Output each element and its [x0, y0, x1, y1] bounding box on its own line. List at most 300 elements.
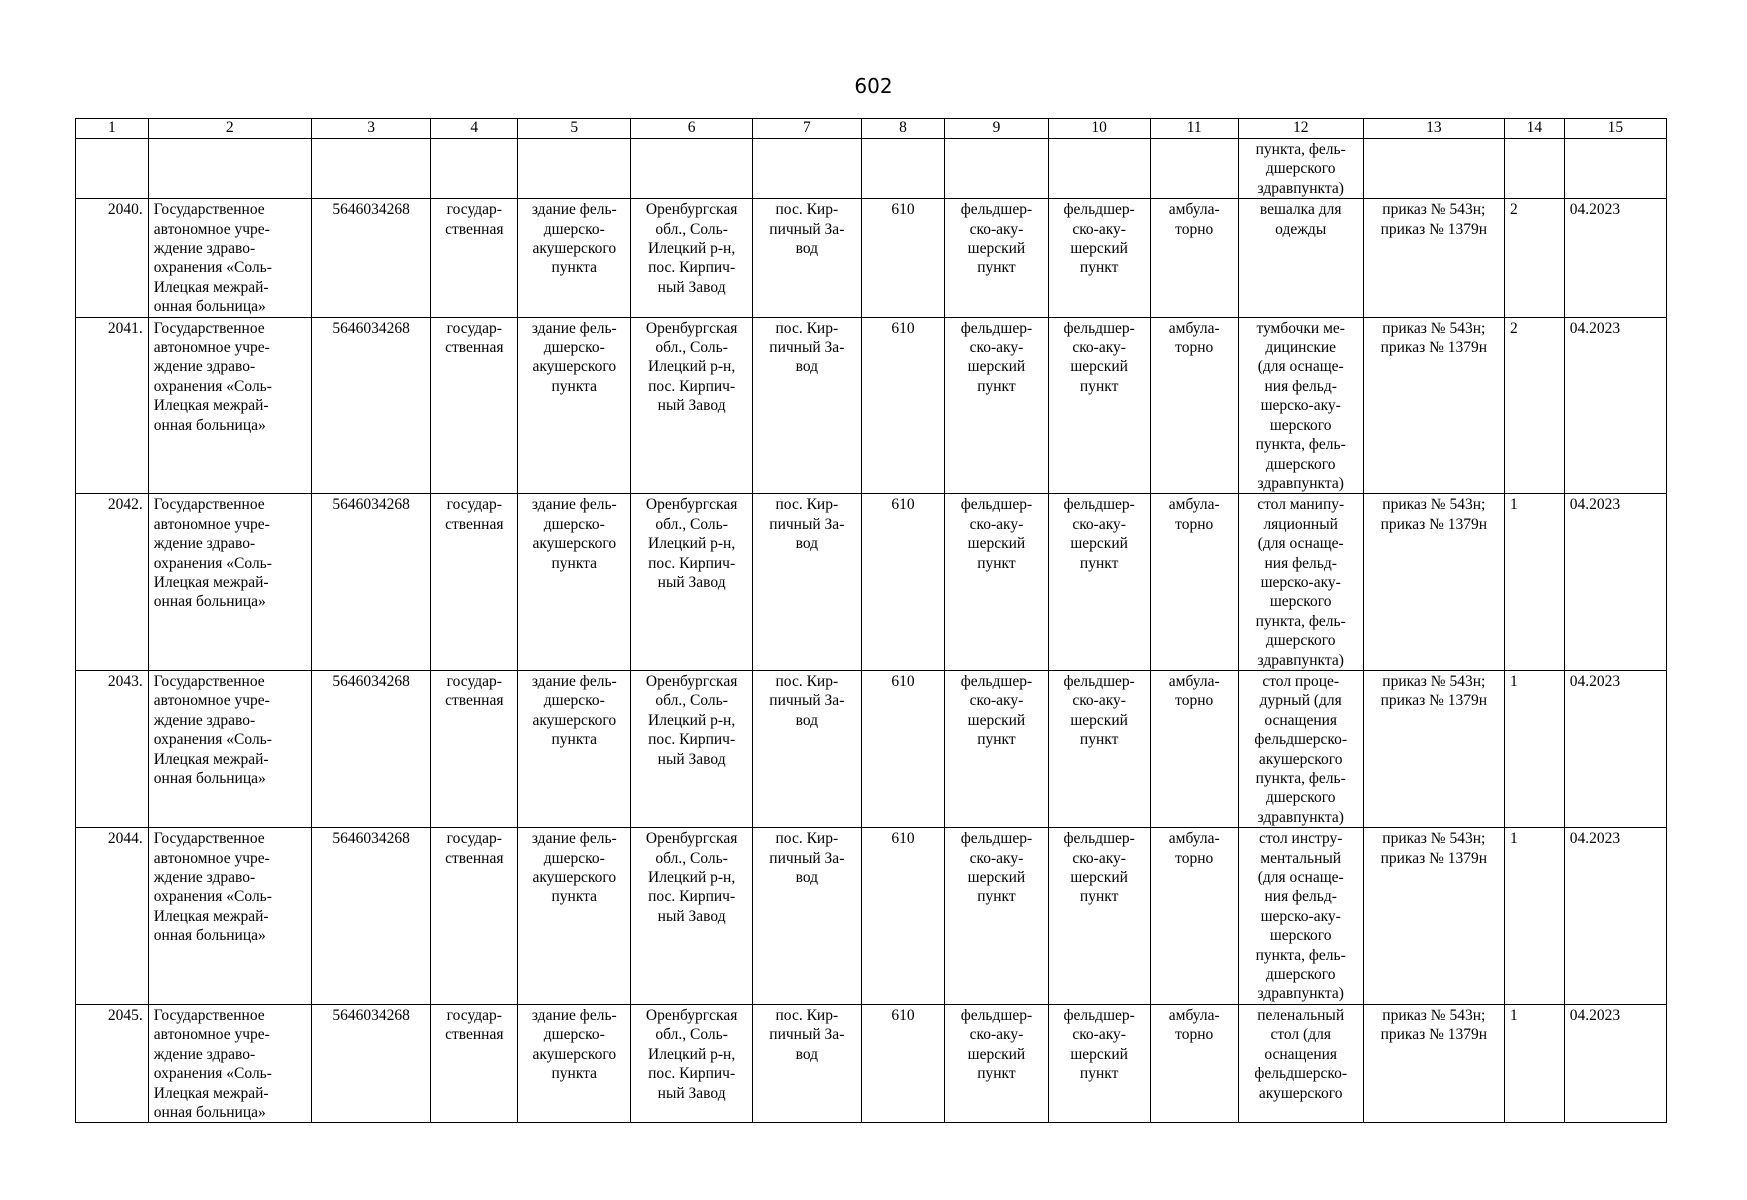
cell-date: 04.2023: [1564, 317, 1666, 494]
header-cell: 13: [1363, 119, 1504, 139]
cell-line: пос. Кир-: [775, 319, 839, 337]
cell-line: ный Завод: [657, 750, 726, 768]
cell-inn: 5646034268: [311, 317, 431, 494]
cell-line: амбула-: [1168, 830, 1220, 848]
cell-col9: [945, 317, 1048, 494]
cell-line: онная больница»: [153, 927, 266, 945]
cell-line: шерского: [1269, 593, 1332, 611]
cell-line: автономное учре-: [153, 849, 270, 867]
cell-line: тумбочки ме-: [1256, 319, 1345, 337]
cell-item: [1238, 828, 1363, 1005]
cell-line: пичный За-: [769, 849, 845, 867]
cell-line: автономное учре-: [153, 220, 270, 238]
cell-line: онная больница»: [153, 298, 266, 316]
cell-building: [518, 199, 631, 317]
cell-line: здравпункта): [1257, 808, 1344, 826]
cell-line: ско-аку-: [969, 1026, 1024, 1044]
cell-mode: [1150, 139, 1238, 199]
cell-date: 04.2023: [1564, 494, 1666, 671]
header-cell: 15: [1564, 119, 1666, 139]
header-cell: 7: [752, 119, 861, 139]
cell-line: ляционный: [1263, 515, 1338, 533]
cell-mode: [1150, 1004, 1238, 1122]
cell-line: фельдшер-: [960, 1006, 1033, 1024]
cell-line: ный Завод: [657, 907, 726, 925]
cell-line: амбула-: [1168, 496, 1220, 514]
cell-line: Илецкий р-н,: [648, 240, 736, 258]
cell-line: вешалка для: [1259, 201, 1342, 219]
cell-line: Илецкий р-н,: [648, 358, 736, 376]
cell-line: торно: [1175, 515, 1214, 533]
cell-line: вод: [795, 1045, 819, 1063]
cell-line: акушерского: [532, 240, 617, 258]
cell-line: шерский: [1070, 358, 1128, 376]
header-cell: 12: [1238, 119, 1363, 139]
header-cell: 10: [1048, 119, 1150, 139]
cell-code: 610: [861, 1004, 945, 1122]
cell-line: пункт: [977, 377, 1016, 395]
cell-line: фельдшер-: [960, 319, 1033, 337]
cell-line: ждение здраво-: [153, 869, 256, 887]
cell-no: [76, 139, 149, 199]
cell-line: ско-аку-: [1072, 692, 1126, 710]
cell-line: ждение здраво-: [153, 711, 256, 729]
cell-ownership: [431, 139, 518, 199]
continuation-row: [76, 139, 1667, 199]
cell-line: пункта: [551, 888, 598, 906]
cell-line: ско-аку-: [969, 515, 1024, 533]
cell-line: вод: [795, 711, 819, 729]
cell-line: пункта, фель-: [1255, 436, 1346, 454]
cell-line: Илецкая межрай-: [153, 397, 269, 415]
header-cell: 1: [76, 119, 149, 139]
cell-line: обл., Соль-: [655, 1026, 728, 1044]
cell-inn: 5646034268: [311, 494, 431, 671]
cell-col9: [945, 139, 1048, 199]
cell-building: [518, 1004, 631, 1122]
cell-line: автономное учре-: [153, 515, 270, 533]
cell-mode: [1150, 317, 1238, 494]
cell-line: ско-аку-: [1072, 339, 1126, 357]
cell-line: ния фельд-: [1264, 888, 1337, 906]
cell-line: Оренбургская: [645, 830, 738, 848]
header-cell: 2: [148, 119, 311, 139]
cell-building: [518, 670, 631, 827]
cell-line: ный Завод: [657, 278, 726, 296]
cell-col9: [945, 828, 1048, 1005]
cell-line: акушерского: [1258, 750, 1343, 768]
cell-line: пункта, фель-: [1255, 612, 1346, 630]
cell-code: 610: [861, 670, 945, 827]
cell-line: пункта, фель-: [1255, 141, 1346, 158]
cell-qty: 1: [1504, 494, 1564, 671]
cell-line: дшерского: [1265, 632, 1336, 650]
cell-address: [631, 199, 753, 317]
cell-line: ния фельд-: [1264, 554, 1337, 572]
cell-line: пункта, фель-: [1255, 946, 1346, 964]
cell-line: ждение здраво-: [153, 358, 256, 376]
cell-line: фельдшер-: [1063, 1006, 1135, 1024]
cell-qty: 2: [1504, 317, 1564, 494]
cell-ownership: [431, 199, 518, 317]
cell-line: пос. Кирпич-: [648, 554, 736, 572]
cell-line: пос. Кирпич-: [648, 888, 736, 906]
header-cell: 14: [1504, 119, 1564, 139]
cell-building: [518, 139, 631, 199]
cell-line: торно: [1175, 339, 1214, 357]
cell-line: пункт: [1079, 377, 1119, 395]
cell-line: государ-: [446, 319, 502, 337]
cell-line: фельдшер-: [960, 201, 1033, 219]
cell-line: пункта: [551, 259, 598, 277]
cell-locality: [752, 494, 861, 671]
cell-line: пичный За-: [769, 220, 845, 238]
cell-ownership: [431, 670, 518, 827]
cell-col10: [1048, 317, 1150, 494]
cell-line: шерский: [967, 240, 1026, 258]
cell-line: фельдшер-: [960, 830, 1033, 848]
cell-col10: [1048, 828, 1150, 1005]
cell-line: торно: [1175, 220, 1214, 238]
cell-line: Илецкий р-н,: [648, 535, 736, 553]
cell-line: фельдшер-: [960, 496, 1033, 514]
cell-org: [148, 317, 311, 494]
cell-line: Илецкая межрай-: [153, 573, 269, 591]
cell-code: 610: [861, 494, 945, 671]
header-cell: 9: [945, 119, 1048, 139]
cell-line: вод: [795, 358, 819, 376]
cell-line: пункт: [1079, 731, 1119, 749]
cell-line: охранения «Соль-: [153, 259, 272, 277]
cell-line: торно: [1175, 692, 1214, 710]
cell-line: пункт: [1079, 259, 1119, 277]
cell-inn: 5646034268: [311, 199, 431, 317]
cell-locality: [752, 1004, 861, 1122]
cell-line: вод: [795, 869, 819, 887]
cell-line: дшерского: [1265, 160, 1336, 178]
cell-line: Илецкий р-н,: [648, 1045, 736, 1063]
cell-line: ственная: [445, 515, 504, 533]
cell-orders: [1363, 199, 1504, 317]
cell-col10: [1048, 494, 1150, 671]
header-cell: 4: [431, 119, 518, 139]
cell-line: Оренбургская: [645, 319, 738, 337]
cell-org: [148, 199, 311, 317]
cell-line: фельдшер-: [1063, 830, 1135, 848]
cell-line: пос. Кирпич-: [648, 731, 736, 749]
header-cell: 3: [311, 119, 431, 139]
cell-line: Илецкая межрай-: [153, 278, 269, 296]
cell-line: амбула-: [1168, 319, 1220, 337]
cell-line: обл., Соль-: [655, 849, 728, 867]
cell-line: амбула-: [1168, 201, 1220, 219]
cell-building: [518, 317, 631, 494]
cell-line: стол проце-: [1262, 672, 1340, 690]
cell-line: здание фель-: [531, 496, 617, 514]
cell-line: здание фель-: [531, 201, 617, 219]
cell-date: 04.2023: [1564, 199, 1666, 317]
cell-line: ния фельд-: [1264, 377, 1337, 395]
cell-no: 2044.: [76, 828, 149, 1005]
cell-date: 04.2023: [1564, 670, 1666, 827]
cell-line: ственная: [445, 220, 504, 238]
cell-address: [631, 670, 753, 827]
cell-line: пункт: [1079, 1065, 1119, 1083]
cell-line: приказ № 543н;: [1382, 496, 1486, 514]
cell-line: приказ № 1379н: [1380, 692, 1488, 710]
cell-line: шерский: [967, 535, 1026, 553]
header-cell: 11: [1150, 119, 1238, 139]
cell-line: пункта: [551, 731, 598, 749]
cell-line: Государственное: [153, 1006, 265, 1024]
table-row: [76, 199, 1667, 317]
cell-line: фельдшер-: [1063, 201, 1135, 219]
cell-line: пос. Кир-: [775, 672, 839, 690]
cell-mode: [1150, 670, 1238, 827]
cell-line: государ-: [446, 1006, 502, 1024]
cell-inn: [311, 139, 431, 199]
cell-line: охранения «Соль-: [153, 377, 272, 395]
cell-line: дицинские: [1265, 339, 1337, 357]
cell-line: пункт: [977, 554, 1016, 572]
cell-line: вод: [795, 240, 819, 258]
cell-code: 610: [861, 199, 945, 317]
cell-line: приказ № 543н;: [1382, 201, 1486, 219]
cell-address: [631, 828, 753, 1005]
cell-line: ственная: [445, 692, 504, 710]
cell-line: акушерского: [532, 1045, 617, 1063]
cell-line: пичный За-: [769, 1026, 845, 1044]
cell-line: пункта: [551, 554, 598, 572]
cell-line: Оренбургская: [645, 496, 738, 514]
cell-line: ждение здраво-: [153, 535, 256, 553]
cell-line: пункт: [977, 1065, 1016, 1083]
cell-line: пункт: [977, 731, 1016, 749]
cell-line: пичный За-: [769, 339, 845, 357]
cell-mode: [1150, 828, 1238, 1005]
cell-line: оснащения: [1264, 711, 1338, 729]
cell-line: амбула-: [1168, 672, 1220, 690]
cell-line: ско-аку-: [1072, 1026, 1126, 1044]
cell-col9: [945, 1004, 1048, 1122]
cell-item: [1238, 494, 1363, 671]
cell-line: фельдшерско-: [1254, 731, 1348, 749]
cell-line: Илецкая межрай-: [153, 1084, 269, 1102]
cell-line: ско-аку-: [969, 692, 1024, 710]
cell-line: пункта: [551, 377, 598, 395]
cell-line: государ-: [446, 672, 502, 690]
cell-line: здание фель-: [531, 830, 617, 848]
cell-line: торно: [1175, 849, 1214, 867]
cell-line: Государственное: [153, 496, 265, 514]
cell-line: приказ № 543н;: [1382, 1006, 1486, 1024]
cell-line: шерский: [967, 869, 1026, 887]
cell-line: шерский: [967, 711, 1026, 729]
cell-line: ско-аку-: [969, 339, 1024, 357]
cell-col9: [945, 199, 1048, 317]
cell-line: пичный За-: [769, 692, 845, 710]
cell-line: амбула-: [1168, 1006, 1220, 1024]
cell-item: [1238, 139, 1363, 199]
cell-line: онная больница»: [153, 1103, 266, 1121]
cell-qty: [1504, 139, 1564, 199]
cell-ownership: [431, 317, 518, 494]
cell-line: акушерского: [532, 869, 617, 887]
cell-line: ственная: [445, 339, 504, 357]
cell-org: [148, 494, 311, 671]
cell-line: пункт: [1079, 888, 1119, 906]
cell-item: [1238, 317, 1363, 494]
cell-no: 2041.: [76, 317, 149, 494]
cell-orders: [1363, 828, 1504, 1005]
cell-qty: 1: [1504, 828, 1564, 1005]
cell-line: приказ № 1379н: [1380, 339, 1488, 357]
cell-line: обл., Соль-: [655, 220, 728, 238]
cell-line: охранения «Соль-: [153, 888, 272, 906]
cell-line: одежды: [1275, 220, 1327, 238]
cell-building: [518, 828, 631, 1005]
cell-line: дшерско-: [543, 515, 605, 533]
cell-line: фельдшер-: [1063, 496, 1135, 514]
cell-line: пос. Кирпич-: [648, 259, 736, 277]
cell-line: Илецкая межрай-: [153, 750, 269, 768]
cell-line: здание фель-: [531, 1006, 617, 1024]
cell-line: шерско-аку-: [1260, 907, 1341, 925]
cell-line: дшерско-: [543, 339, 605, 357]
table-row: [76, 670, 1667, 827]
cell-locality: [752, 670, 861, 827]
cell-line: пункта: [551, 1065, 598, 1083]
table-row: [76, 1004, 1667, 1122]
cell-line: Государственное: [153, 201, 265, 219]
cell-qty: 1: [1504, 670, 1564, 827]
cell-col10: [1048, 199, 1150, 317]
cell-line: пункт: [977, 259, 1016, 277]
cell-line: пос. Кир-: [775, 830, 839, 848]
cell-line: охранения «Соль-: [153, 554, 272, 572]
cell-line: пичный За-: [769, 515, 845, 533]
cell-line: онная больница»: [153, 416, 266, 434]
cell-line: обл., Соль-: [655, 692, 728, 710]
cell-line: здравпункта): [1257, 985, 1344, 1003]
cell-line: (для оснаще-: [1257, 358, 1344, 376]
cell-line: приказ № 1379н: [1380, 849, 1488, 867]
cell-org: [148, 1004, 311, 1122]
cell-org: [148, 139, 311, 199]
cell-line: приказ № 1379н: [1380, 1026, 1488, 1044]
cell-mode: [1150, 199, 1238, 317]
cell-no: 2043.: [76, 670, 149, 827]
cell-date: [1564, 139, 1666, 199]
cell-line: приказ № 1379н: [1380, 220, 1488, 238]
cell-line: автономное учре-: [153, 339, 270, 357]
cell-line: Государственное: [153, 672, 265, 690]
cell-line: (для оснаще-: [1257, 535, 1344, 553]
cell-line: шерско-аку-: [1260, 397, 1341, 415]
header-cell: 5: [518, 119, 631, 139]
cell-col9: [945, 494, 1048, 671]
cell-mode: [1150, 494, 1238, 671]
cell-line: фельдшер-: [1063, 319, 1135, 337]
cell-item: [1238, 670, 1363, 827]
cell-line: пеленальный: [1257, 1006, 1345, 1024]
cell-line: пос. Кирпич-: [648, 1065, 736, 1083]
cell-no: 2045.: [76, 1004, 149, 1122]
registry-table: [75, 118, 1667, 1123]
cell-line: стол (для: [1270, 1026, 1331, 1044]
cell-date: 04.2023: [1564, 1004, 1666, 1122]
header-cell: 6: [631, 119, 753, 139]
cell-line: ственная: [445, 849, 504, 867]
cell-line: здание фель-: [531, 319, 617, 337]
cell-org: [148, 828, 311, 1005]
cell-line: ный Завод: [657, 573, 726, 591]
cell-line: пункта, фель-: [1255, 770, 1346, 787]
cell-line: обл., Соль-: [655, 515, 728, 533]
cell-col10: [1048, 670, 1150, 827]
cell-line: шерско-аку-: [1260, 573, 1341, 591]
cell-orders: [1363, 670, 1504, 827]
cell-orders: [1363, 494, 1504, 671]
cell-line: стол инстру-: [1258, 830, 1343, 848]
cell-line: ско-аку-: [1072, 849, 1126, 867]
cell-line: онная больница»: [153, 593, 266, 611]
cell-line: акушерского: [532, 711, 617, 729]
cell-col10: [1048, 1004, 1150, 1122]
cell-col10: [1048, 139, 1150, 199]
cell-line: ско-аку-: [969, 849, 1024, 867]
cell-line: дшерско-: [543, 849, 605, 867]
cell-no: 2042.: [76, 494, 149, 671]
cell-line: Государственное: [153, 830, 265, 848]
cell-line: шерский: [967, 1045, 1026, 1063]
cell-date: 04.2023: [1564, 828, 1666, 1005]
cell-no: 2040.: [76, 199, 149, 317]
cell-ownership: [431, 494, 518, 671]
cell-line: приказ № 543н;: [1382, 830, 1486, 848]
cell-locality: [752, 139, 861, 199]
cell-line: государ-: [446, 830, 502, 848]
cell-org: [148, 670, 311, 827]
cell-orders: [1363, 317, 1504, 494]
cell-line: ско-аку-: [1072, 515, 1126, 533]
cell-line: Государственное: [153, 319, 265, 337]
cell-line: приказ № 543н;: [1382, 319, 1486, 337]
cell-line: фельдшер-: [1063, 672, 1135, 690]
cell-line: дшерско-: [543, 1026, 605, 1044]
cell-inn: 5646034268: [311, 1004, 431, 1122]
cell-line: охранения «Соль-: [153, 1065, 272, 1083]
cell-qty: 2: [1504, 199, 1564, 317]
cell-address: [631, 317, 753, 494]
cell-line: ско-аку-: [969, 220, 1024, 238]
cell-line: обл., Соль-: [655, 339, 728, 357]
cell-ownership: [431, 1004, 518, 1122]
cell-address: [631, 139, 753, 199]
cell-line: охранения «Соль-: [153, 731, 272, 749]
cell-line: фельдшерско-: [1254, 1065, 1348, 1083]
cell-line: шерский: [967, 358, 1026, 376]
cell-line: пункт: [1079, 554, 1119, 572]
cell-line: ный Завод: [657, 1084, 726, 1102]
cell-line: вод: [795, 535, 819, 553]
cell-line: приказ № 543н;: [1382, 672, 1486, 690]
cell-building: [518, 494, 631, 671]
cell-line: акушерского: [1258, 1084, 1343, 1102]
cell-line: пос. Кир-: [775, 496, 839, 514]
cell-qty: 1: [1504, 1004, 1564, 1122]
cell-item: [1238, 1004, 1363, 1122]
